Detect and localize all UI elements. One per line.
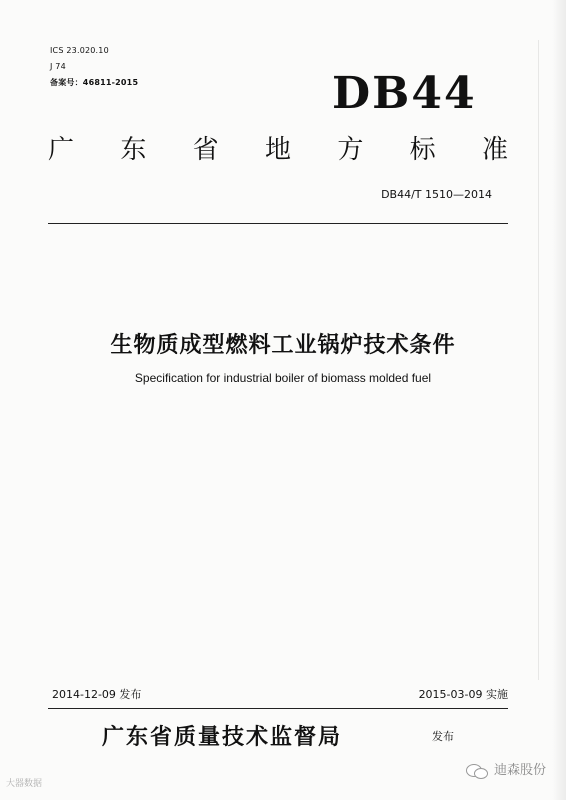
watermark-left: 大器数据 bbox=[6, 779, 43, 789]
standard-type-char: 广 bbox=[48, 135, 75, 165]
title-english: Specification for industrial boiler of biomass molded fuel bbox=[134, 371, 432, 385]
title-chinese: 生物质成型燃料工业锅炉技术条件 bbox=[110, 333, 456, 358]
standard-type-char: 标 bbox=[409, 135, 436, 165]
issue-date: 2014-12-09 发布 bbox=[52, 688, 142, 701]
standard-type-char: 方 bbox=[337, 135, 364, 165]
record-number: 备案号：46811-2015 bbox=[50, 78, 139, 87]
ics-code: ICS 23.020.10 bbox=[50, 46, 109, 55]
standard-type-char: 准 bbox=[481, 135, 508, 165]
issuing-authority: 广东省质量技术监督局 bbox=[102, 724, 343, 750]
bottom-divider bbox=[48, 708, 508, 709]
standard-type-heading bbox=[48, 132, 508, 168]
wechat-icon bbox=[466, 763, 488, 779]
watermark-right-text: 迪森股份 bbox=[493, 763, 546, 778]
top-divider bbox=[48, 223, 508, 224]
standard-code-logo: DB44 bbox=[332, 68, 477, 119]
issuing-label: 发布 bbox=[432, 730, 454, 743]
implementation-date: 2015-03-09 实施 bbox=[418, 688, 508, 701]
scan-shadow bbox=[552, 0, 566, 800]
standard-type-char: 省 bbox=[192, 135, 219, 165]
standard-type-char: 东 bbox=[120, 135, 147, 165]
standard-type-char: 地 bbox=[264, 135, 291, 165]
scan-line bbox=[538, 40, 539, 680]
standard-number: DB44/T 1510—2014 bbox=[381, 188, 492, 201]
classification-code: J 74 bbox=[50, 62, 66, 71]
watermark-right bbox=[466, 762, 546, 780]
